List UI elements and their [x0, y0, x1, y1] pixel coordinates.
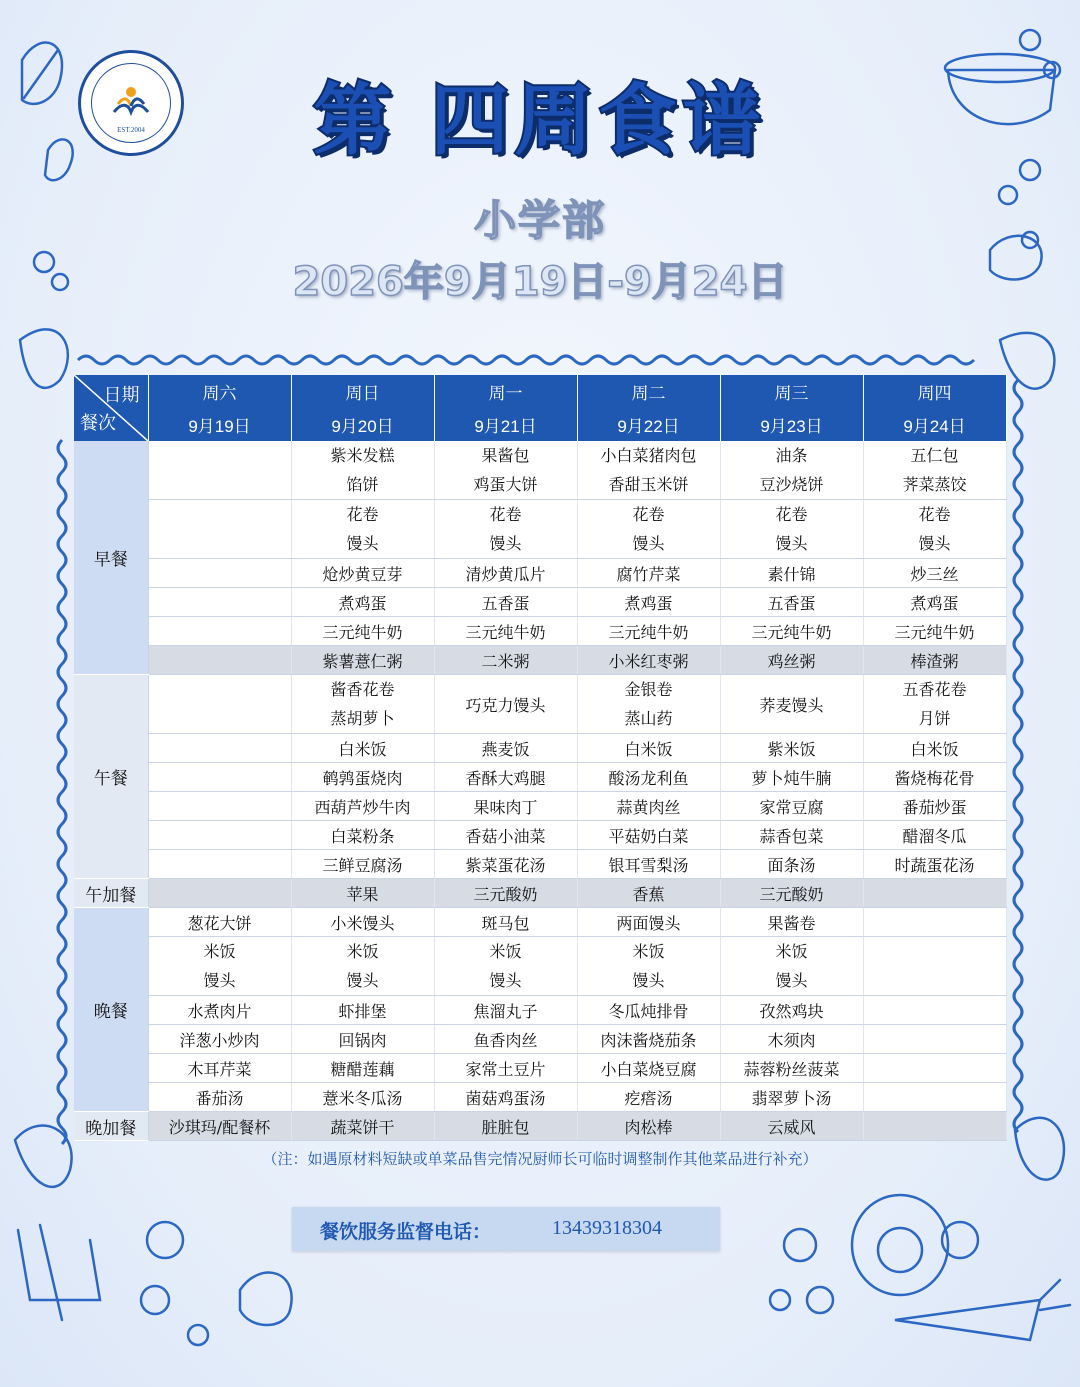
page-subtitle: 小学部	[473, 196, 606, 245]
menu-row	[74, 908, 1006, 937]
contact-label: 餐饮服务监督电话：	[320, 1221, 492, 1243]
menu-item: 五仁包	[910, 446, 959, 465]
menu-cell	[148, 675, 291, 734]
menu-cell: 蒜香包菜	[720, 821, 863, 850]
menu-cell: 家常豆腐	[720, 792, 863, 821]
menu-cell: 醋溜冬瓜	[863, 821, 1006, 850]
menu-cell	[148, 500, 291, 559]
menu-cell	[434, 441, 577, 500]
menu-cell: 西葫芦炒牛肉	[291, 792, 434, 821]
logo-est-text: EST.2004	[117, 126, 145, 134]
menu-cell: 小米馒头	[291, 908, 434, 937]
menu-cell	[291, 675, 434, 734]
menu-cell: 白米饭	[291, 734, 434, 763]
menu-cell	[148, 821, 291, 850]
menu-item: 鸡蛋大饼	[473, 475, 538, 494]
corner-header	[74, 375, 148, 441]
weekday-header: 周日	[291, 375, 434, 408]
menu-row	[74, 879, 1006, 908]
menu-item: 馒头	[203, 971, 236, 990]
meal-label: 晚加餐	[74, 1112, 148, 1141]
menu-cell: 鱼香肉丝	[434, 1025, 577, 1054]
menu-cell: 三元纯牛奶	[291, 617, 434, 646]
menu-cell	[863, 937, 1006, 996]
menu-cell: 香蕉	[577, 879, 720, 908]
menu-cell: 酱烧梅花骨	[863, 763, 1006, 792]
menu-cell: 小米红枣粥	[577, 646, 720, 675]
menu-cell	[577, 937, 720, 996]
menu-cell: 三鲜豆腐汤	[291, 850, 434, 879]
menu-item: 酱香花卷	[330, 680, 395, 699]
menu-item: 馒头	[346, 534, 379, 553]
menu-row	[74, 996, 1006, 1025]
date-header: 9月22日	[577, 408, 720, 441]
menu-cell: 平菇奶白菜	[577, 821, 720, 850]
menu-cell: 蒜黄肉丝	[577, 792, 720, 821]
menu-cell	[577, 675, 720, 734]
menu-cell: 三元纯牛奶	[720, 617, 863, 646]
footnote: （注：如遇原材料短缺或单菜品售完情况厨师长可临时调整制作其他菜品进行补充）	[262, 1150, 818, 1168]
menu-cell: 肉松棒	[577, 1112, 720, 1141]
menu-item: 香甜玉米饼	[608, 475, 689, 494]
menu-row	[74, 1112, 1006, 1141]
menu-cell	[720, 500, 863, 559]
menu-cell: 荞麦馒头	[720, 675, 863, 734]
menu-item: 月饼	[918, 709, 951, 728]
menu-cell	[863, 908, 1006, 937]
menu-cell: 孜然鸡块	[720, 996, 863, 1025]
menu-item: 花卷	[489, 505, 522, 524]
menu-item: 米饭	[632, 942, 665, 961]
menu-item: 豆沙烧饼	[759, 475, 824, 494]
date-header: 9月19日	[148, 408, 291, 441]
menu-cell: 斑马包	[434, 908, 577, 937]
menu-row	[74, 792, 1006, 821]
menu-cell: 冬瓜炖排骨	[577, 996, 720, 1025]
menu-cell: 水煮肉片	[148, 996, 291, 1025]
menu-item: 米饭	[346, 942, 379, 961]
menu-item: 米饭	[489, 942, 522, 961]
menu-cell: 白米饭	[577, 734, 720, 763]
menu-cell	[863, 675, 1006, 734]
menu-cell: 鸡丝粥	[720, 646, 863, 675]
menu-item: 花卷	[775, 505, 808, 524]
menu-cell: 木耳芹菜	[148, 1054, 291, 1083]
menu-cell	[148, 646, 291, 675]
contact-box	[292, 1207, 720, 1251]
menu-cell: 番茄汤	[148, 1083, 291, 1112]
menu-row	[74, 850, 1006, 879]
menu-cell	[148, 617, 291, 646]
menu-cell: 煮鸡蛋	[577, 588, 720, 617]
contact-phone: 13439318304	[552, 1217, 662, 1239]
menu-cell: 木须肉	[720, 1025, 863, 1054]
menu-cell	[291, 937, 434, 996]
menu-item: 馒头	[632, 971, 665, 990]
menu-cell	[720, 441, 863, 500]
menu-cell	[863, 500, 1006, 559]
menu-row	[74, 1083, 1006, 1112]
menu-cell: 果味肉丁	[434, 792, 577, 821]
menu-item: 小白菜猪肉包	[600, 446, 697, 465]
meal-label: 午加餐	[74, 879, 148, 908]
weekday-header: 周六	[148, 375, 291, 408]
menu-cell	[148, 588, 291, 617]
menu-cell	[863, 1025, 1006, 1054]
weekday-header: 周三	[720, 375, 863, 408]
menu-cell: 棒渣粥	[863, 646, 1006, 675]
date-header-row	[74, 408, 1006, 441]
menu-cell: 肉沫酱烧茄条	[577, 1025, 720, 1054]
menu-cell: 焦溜丸子	[434, 996, 577, 1025]
date-header: 9月23日	[720, 408, 863, 441]
menu-cell: 香菇小油菜	[434, 821, 577, 850]
menu-item: 蒸胡萝卜	[330, 709, 395, 728]
menu-cell: 紫米饭	[720, 734, 863, 763]
menu-item: 馒头	[775, 971, 808, 990]
menu-item: 馒头	[489, 534, 522, 553]
menu-row	[74, 675, 1006, 734]
menu-item: 蒸山药	[624, 709, 673, 728]
date-header: 9月20日	[291, 408, 434, 441]
menu-cell: 紫薯薏仁粥	[291, 646, 434, 675]
menu-item: 油条	[775, 446, 808, 465]
date-header: 9月24日	[863, 408, 1006, 441]
menu-item: 花卷	[346, 505, 379, 524]
menu-item: 馒头	[346, 971, 379, 990]
menu-cell	[863, 441, 1006, 500]
menu-item: 五香花卷	[902, 680, 967, 699]
menu-cell	[720, 937, 863, 996]
menu-cell: 炝炒黄豆芽	[291, 559, 434, 588]
menu-cell: 煮鸡蛋	[863, 588, 1006, 617]
menu-item: 馒头	[918, 534, 951, 553]
menu-cell	[434, 500, 577, 559]
menu-item: 馅饼	[346, 475, 379, 494]
menu-cell: 糖醋莲藕	[291, 1054, 434, 1083]
corner-date-label: 日期	[103, 385, 140, 405]
menu-cell: 回锅肉	[291, 1025, 434, 1054]
menu-row	[74, 500, 1006, 559]
menu-cell: 银耳雪梨汤	[577, 850, 720, 879]
menu-cell: 沙琪玛/配餐杯	[148, 1112, 291, 1141]
menu-table-wrapper	[74, 375, 1006, 1141]
menu-cell: 蔬菜饼干	[291, 1112, 434, 1141]
date-header: 9月21日	[434, 408, 577, 441]
menu-cell: 果酱卷	[720, 908, 863, 937]
menu-item: 馒头	[775, 534, 808, 553]
menu-cell: 五香蛋	[720, 588, 863, 617]
menu-cell	[148, 441, 291, 500]
menu-cell: 燕麦饭	[434, 734, 577, 763]
menu-row	[74, 617, 1006, 646]
menu-cell	[863, 879, 1006, 908]
menu-cell	[148, 879, 291, 908]
menu-row	[74, 441, 1006, 500]
menu-cell: 炒三丝	[863, 559, 1006, 588]
weekday-header-row	[74, 375, 1006, 408]
meal-label: 早餐	[74, 441, 148, 675]
menu-row	[74, 763, 1006, 792]
menu-cell: 鹌鹑蛋烧肉	[291, 763, 434, 792]
menu-row	[74, 734, 1006, 763]
menu-cell: 三元酸奶	[720, 879, 863, 908]
menu-row	[74, 1054, 1006, 1083]
page-title: 第 四周食谱	[313, 76, 767, 166]
menu-table	[74, 375, 1007, 1141]
menu-cell	[291, 500, 434, 559]
menu-cell	[148, 792, 291, 821]
menu-item: 馒头	[489, 971, 522, 990]
menu-row	[74, 1025, 1006, 1054]
menu-item: 花卷	[632, 505, 665, 524]
menu-cell: 五香蛋	[434, 588, 577, 617]
menu-cell	[863, 1083, 1006, 1112]
menu-item: 米饭	[775, 942, 808, 961]
menu-cell: 清炒黄瓜片	[434, 559, 577, 588]
menu-cell	[291, 441, 434, 500]
corner-meal-label: 餐次	[80, 413, 116, 433]
menu-cell: 三元纯牛奶	[577, 617, 720, 646]
menu-cell: 番茄炒蛋	[863, 792, 1006, 821]
menu-cell: 白米饭	[863, 734, 1006, 763]
menu-cell: 蒜蓉粉丝菠菜	[720, 1054, 863, 1083]
menu-row	[74, 559, 1006, 588]
menu-cell: 翡翠萝卜汤	[720, 1083, 863, 1112]
menu-cell: 家常土豆片	[434, 1054, 577, 1083]
menu-cell: 虾排堡	[291, 996, 434, 1025]
menu-item: 果酱包	[481, 446, 530, 465]
menu-cell	[148, 763, 291, 792]
menu-cell: 苹果	[291, 879, 434, 908]
menu-cell: 云威风	[720, 1112, 863, 1141]
menu-cell: 三元纯牛奶	[434, 617, 577, 646]
menu-cell	[577, 500, 720, 559]
menu-cell: 两面馒头	[577, 908, 720, 937]
menu-cell	[434, 937, 577, 996]
menu-cell: 煮鸡蛋	[291, 588, 434, 617]
menu-body	[74, 441, 1006, 1141]
menu-cell	[148, 850, 291, 879]
menu-cell: 紫菜蛋花汤	[434, 850, 577, 879]
menu-cell: 小白菜烧豆腐	[577, 1054, 720, 1083]
date-range: 2026年9月19日-9月24日	[292, 259, 788, 305]
menu-cell: 三元酸奶	[434, 879, 577, 908]
menu-cell: 面条汤	[720, 850, 863, 879]
menu-row	[74, 821, 1006, 850]
meal-label: 午餐	[74, 675, 148, 879]
menu-row	[74, 937, 1006, 996]
menu-cell: 萝卜炖牛腩	[720, 763, 863, 792]
menu-cell	[863, 996, 1006, 1025]
menu-cell: 腐竹芹菜	[577, 559, 720, 588]
menu-cell	[863, 1054, 1006, 1083]
menu-item: 馒头	[632, 534, 665, 553]
menu-cell: 薏米冬瓜汤	[291, 1083, 434, 1112]
weekday-header: 周二	[577, 375, 720, 408]
menu-item: 金银卷	[624, 680, 673, 699]
weekday-header: 周一	[434, 375, 577, 408]
menu-cell: 疙瘩汤	[577, 1083, 720, 1112]
menu-cell: 白菜粉条	[291, 821, 434, 850]
menu-item: 荠菜蒸饺	[902, 475, 967, 494]
menu-item: 米饭	[203, 942, 236, 961]
menu-cell: 素什锦	[720, 559, 863, 588]
menu-cell	[148, 937, 291, 996]
menu-cell: 时蔬蛋花汤	[863, 850, 1006, 879]
menu-item: 紫米发糕	[330, 446, 395, 465]
menu-row	[74, 588, 1006, 617]
menu-cell	[863, 1112, 1006, 1141]
meal-label: 晚餐	[74, 908, 148, 1112]
menu-cell: 葱花大饼	[148, 908, 291, 937]
weekday-header: 周四	[863, 375, 1006, 408]
menu-cell: 香酥大鸡腿	[434, 763, 577, 792]
menu-cell: 脏脏包	[434, 1112, 577, 1141]
menu-cell: 洋葱小炒肉	[148, 1025, 291, 1054]
menu-item: 花卷	[918, 505, 951, 524]
menu-cell: 巧克力馒头	[434, 675, 577, 734]
menu-cell: 菌菇鸡蛋汤	[434, 1083, 577, 1112]
menu-row	[74, 646, 1006, 675]
menu-cell	[148, 559, 291, 588]
menu-cell	[148, 734, 291, 763]
menu-cell: 三元纯牛奶	[863, 617, 1006, 646]
menu-cell: 酸汤龙利鱼	[577, 763, 720, 792]
menu-cell	[577, 441, 720, 500]
menu-cell: 二米粥	[434, 646, 577, 675]
